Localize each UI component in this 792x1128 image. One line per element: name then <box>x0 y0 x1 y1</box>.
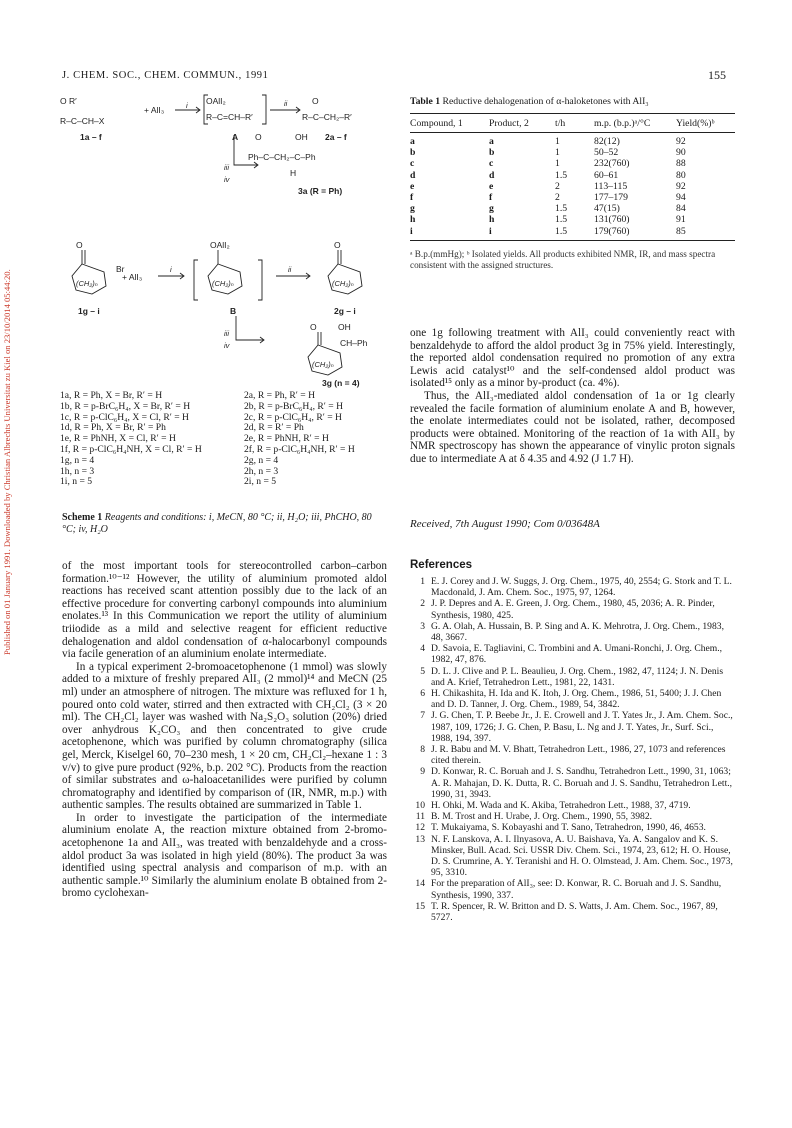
reference-number: 9 <box>420 766 425 778</box>
label-1a-f: 1a – f <box>80 132 102 142</box>
table-cell: 2 <box>555 192 560 204</box>
table-cell: f <box>410 192 414 204</box>
table-cell: g <box>489 203 494 215</box>
table-cell: g <box>410 203 415 215</box>
compound-1: 1i, n = 5 <box>60 476 93 488</box>
reference-number: 11 <box>415 811 425 823</box>
compound-2: 2b, R = p-BrC₆H₄, R′ = H <box>244 400 344 412</box>
table-header: Compound, 1 <box>410 118 463 129</box>
compound-1: 1d, R = Ph, X = Br, R′ = Ph <box>60 422 166 434</box>
svg-text:ii: ii <box>284 99 288 108</box>
svg-text:iv: iv <box>224 341 230 350</box>
compound-1: 1h, n = 3 <box>60 465 95 477</box>
references-title: References <box>410 559 473 571</box>
label-1g-i: 1g – i <box>78 306 100 316</box>
table-cell: e <box>489 180 494 192</box>
reference-item <box>410 834 735 879</box>
reference-number: 12 <box>415 822 425 834</box>
compound-1: 1e, R = PhNH, X = Cl, R′ = H <box>60 433 176 445</box>
table-cell: 88 <box>676 158 686 170</box>
results-table <box>410 96 735 271</box>
table-row <box>410 181 735 192</box>
journal-header: J. CHEM. SOC., CHEM. COMMUN., 1991 <box>62 70 269 81</box>
left-body <box>62 560 387 900</box>
paragraph: one 1g following treatment with AlI₃ could conveniently react with benzaldehyde to afford the aldol product 3g in 75% yield. Interestingly, the reported aldol condensation required no promotion of any extra Lewis acid catalyst¹⁰ and the self-condensed aldol product was isolated¹⁵ only as a minor by-product (ca. 4%). <box>410 327 735 390</box>
compound-2: 2d, R = R′ = Ph <box>244 422 304 434</box>
page-number: 155 <box>708 68 726 82</box>
table-cell: 91 <box>676 214 686 226</box>
table-cell: 84 <box>676 203 686 215</box>
table-cell: d <box>410 169 416 181</box>
table-cell: h <box>489 214 495 226</box>
svg-text:OH: OH <box>295 132 308 142</box>
table-cell: i <box>410 225 413 237</box>
table-header: Yield(%)ᵇ <box>676 118 715 129</box>
compound-2: 2e, R = PhNH, R′ = H <box>244 433 329 445</box>
reference-text: D. L. J. Clive and P. L. Beaulieu, J. Org. Chem., 1982, 47, 1124; J. N. Denis and A. Krief, Tetrahedron Lett., 1981, 22, 1431. <box>431 665 724 688</box>
reference-item <box>410 766 735 800</box>
download-watermark: Published on 01 January 1991. Downloaded by Christian Albrechts Universitat zu Kiel on 23/10/2014 05:44:20. <box>2 269 12 655</box>
table-cell: 82(12) <box>594 136 620 147</box>
svg-text:i: i <box>186 101 188 110</box>
svg-text:ii: ii <box>288 265 292 274</box>
reference-item <box>410 811 735 822</box>
svg-text:iv: iv <box>224 175 230 184</box>
table-cell: 92 <box>676 136 686 147</box>
compound-list <box>60 391 395 488</box>
reference-text: E. J. Corey and J. W. Suggs, J. Org. Chem., 1975, 40, 2554; G. Stork and T. L. Macdonald, J. Am. Chem. Soc., 1975, 97, 1264. <box>431 576 732 599</box>
reference-number: 5 <box>420 665 425 677</box>
table-row <box>410 158 735 169</box>
compound-2: 2i, n = 5 <box>244 476 277 488</box>
table-title: Table 1 <box>410 96 441 107</box>
table-cell: 94 <box>676 192 686 204</box>
svg-text:iii: iii <box>224 163 229 172</box>
svg-text:O: O <box>312 96 319 106</box>
paragraph: In a typical experiment 2-bromoacetophenone (1 mmol) was slowly added to a mixture of freshly prepared AlI₃ (2 mmol)¹⁴ and MeCN (25 ml) under an atmosphere of nitrogen. The mixture was refluxed for 1 h, poured onto cold water, stirred and then extracted with CH₂Cl₂ (3 × 20 ml). The CH₂Cl₂ layer was washed with Na₂S₂O₃ solution (20%) dried over anhydrous K₂CO₃ and then concentrated to give crude acetophenone, which was purified by column chromatography (silica gel, Merck, Kiselgel 60, 70–230 mesh, 1 × 20 cm, CH₂Cl₂–hexane 1 : 3 v/v) to give pure product (92%, b.p. 202 °C). Products from the reaction of similar substrates and ω-haloacetanilides were purified by column chromatography and identified by comparison of (IR, NMR, m.p.) with authentic samples. The results obtained are summarized in Table 1. <box>62 660 387 812</box>
reference-item <box>410 576 735 598</box>
table-caption: Reductive dehalogenation of α-haloketones with AlI₃ <box>442 96 649 107</box>
svg-text:O: O <box>310 322 317 332</box>
table-cell: 50–52 <box>594 147 619 159</box>
table-cell: 232(760) <box>594 158 630 170</box>
compound-1: 1f, R = p-ClC₆H₄NH, X = Cl, R′ = H <box>60 443 202 455</box>
table-cell: h <box>410 214 416 226</box>
compound-2: 2a, R = Ph, R′ = H <box>244 390 316 401</box>
label-2a-f: 2a – f <box>325 132 347 142</box>
reference-number: 8 <box>420 744 425 756</box>
svg-text:CH–Ph: CH–Ph <box>340 338 368 348</box>
reference-item <box>410 901 735 923</box>
svg-text:+ AlI₃: + AlI₃ <box>144 105 165 115</box>
svg-text:OAlI₂: OAlI₂ <box>210 240 230 250</box>
label-3g: 3g (n = 4) <box>322 378 360 388</box>
table-cell: 1.5 <box>555 169 568 181</box>
references-list <box>410 576 735 923</box>
table-cell: 1.5 <box>555 214 568 226</box>
table-row <box>410 226 735 237</box>
svg-text:O R′: O R′ <box>60 96 77 106</box>
label-A: A <box>232 132 239 142</box>
reference-text: H. Chikashita, H. Ida and K. Itoh, J. Org. Chem., 1986, 51, 5400; J. J. Chen and D. D. Tanner, J. Org. Chem., 1989, 54, 3842. <box>431 688 722 711</box>
label-3a: 3a (R = Ph) <box>298 186 343 196</box>
table-cell: c <box>410 158 415 170</box>
svg-text:Br: Br <box>116 264 125 274</box>
reference-number: 15 <box>415 900 425 912</box>
table-row <box>410 203 735 214</box>
table-header: m.p. (b.p.)ᵃ/°C <box>594 118 651 129</box>
table-cell: c <box>489 158 494 170</box>
reference-number: 3 <box>420 620 425 632</box>
reference-text: T. Mukaiyama, S. Kobayashi and T. Sano, Tetrahedron, 1990, 46, 4653. <box>431 822 706 834</box>
svg-text:+ AlI₃: + AlI₃ <box>122 272 143 282</box>
svg-text:(CH₂)ₙ: (CH₂)ₙ <box>76 279 98 288</box>
received-date: Received, 7th August 1990; Com 0/03648A <box>410 518 600 530</box>
reference-text: J. P. Depres and A. E. Green, J. Org. Chem., 1980, 45, 2036; A. R. Pinder, Synthesis, 1980, 425. <box>431 598 715 621</box>
compound-2: 2g, n = 4 <box>244 454 279 466</box>
table-cell: 1 <box>555 158 560 170</box>
table-cell: i <box>489 225 492 237</box>
paragraph: Thus, the AlI₃-mediated aldol condensation of 1a or 1g clearly revealed the facile formation of aluminium enolate A and B, however, the enolate intermediates could not be isolated, rather, decomposed products were obtained. Monitoring of the reaction of 1a with AlI₃ by NMR spectroscopy has shown the appearance of vinylic proton signals due to intermediate A at δ 4.35 and 4.92 (J 1.7 H). <box>410 389 735 465</box>
table-cell: 60–61 <box>594 169 619 181</box>
svg-text:O: O <box>76 240 83 250</box>
compound-2: 2h, n = 3 <box>244 465 279 477</box>
table-cell: 2 <box>555 180 560 192</box>
table-cell: 177–179 <box>594 192 628 204</box>
compound-1: 1g, n = 4 <box>60 454 95 466</box>
table-footnote: ᵃ B.p.(mmHg); ᵇ Isolated yields. All products exhibited NMR, IR, and mass spectra consistent with the assigned structures. <box>410 248 716 270</box>
reference-number: 4 <box>420 643 425 655</box>
label-B: B <box>230 306 237 316</box>
paragraph: In order to investigate the participation of the intermediate aluminium enolate A, the reaction mixture obtained from 2-bromo-acetophenone 1a and AlI₃, was treated with benzaldehyde and a cross-aldol product 3a was isolated in high yield (80%). The product 3a was identified using spectral analysis and comparison of m.p. with an authentic sample.¹⁰ Similarly the aluminium enolate B obtained from 2-bromo cyclohexan- <box>62 811 387 900</box>
table-row <box>410 147 735 158</box>
compound-1: 1a, R = Ph, X = Br, R′ = H <box>60 390 163 401</box>
table-header: t/h <box>555 118 566 129</box>
svg-text:R–C=CH–R′: R–C=CH–R′ <box>206 112 253 122</box>
table-cell: 113–115 <box>594 180 628 192</box>
reference-text: J. R. Babu and M. V. Bhatt, Tetrahedron Lett., 1986, 27, 1073 and references cited therein. <box>431 744 726 767</box>
reference-number: 6 <box>420 688 425 700</box>
reference-number: 1 <box>420 576 425 587</box>
svg-text:OAlI₂: OAlI₂ <box>206 96 226 106</box>
table-body <box>410 133 735 241</box>
svg-text:(CH₂)ₙ: (CH₂)ₙ <box>212 279 234 288</box>
scheme-caption-text: Reagents and conditions: i, MeCN, 80 °C; ii, H₂O; iii, PhCHO, 80 °C; iv, H₂O <box>62 512 372 535</box>
svg-text:O: O <box>334 240 341 250</box>
reference-item <box>410 822 735 833</box>
scheme-caption-title: Scheme 1 <box>62 512 103 523</box>
reference-number: 7 <box>420 710 425 722</box>
reaction-scheme <box>60 90 390 390</box>
svg-text:(CH₂)ₙ: (CH₂)ₙ <box>312 360 334 369</box>
compound-2: 2c, R = p-ClC₆H₄, R′ = H <box>244 411 342 423</box>
table-cell: b <box>410 147 416 159</box>
table-cell: 80 <box>676 169 686 181</box>
svg-text:i: i <box>170 265 172 274</box>
reference-text: D. Konwar, R. C. Boruah and J. S. Sandhu, Tetrahedron Lett., 1990, 31, 1063; A. R. Mahajan, D. K. Dutta, R. C. Boruah and J. S. Sandhu, Tetrahedron Lett., 1990, 31, 3943. <box>431 766 733 800</box>
table-cell: 47(15) <box>594 203 620 215</box>
right-body <box>410 327 735 466</box>
scheme-caption <box>62 512 387 536</box>
table-cell: 1.5 <box>555 225 568 237</box>
compound-1: 1c, R = p-ClC₆H₄, X = Cl, R′ = H <box>60 411 189 423</box>
table-row <box>410 192 735 203</box>
svg-text:(CH₂)ₙ: (CH₂)ₙ <box>332 279 354 288</box>
label-2g-i: 2g – i <box>334 306 356 316</box>
table-header: Product, 2 <box>489 118 529 129</box>
svg-text:OH: OH <box>338 322 351 332</box>
table-cell: a <box>489 136 494 147</box>
reference-text: T. R. Spencer, R. W. Britton and D. S. Watts, J. Am. Chem. Soc., 1967, 89, 5727. <box>431 900 718 924</box>
svg-text:H: H <box>290 168 297 178</box>
reference-item <box>410 666 735 688</box>
compound-2: 2f, R = p-ClC₆H₄NH, R′ = H <box>244 443 355 455</box>
table-cell: e <box>410 180 415 192</box>
reference-item <box>410 744 735 766</box>
reference-item <box>410 800 735 811</box>
table-row <box>410 170 735 181</box>
table-row <box>410 214 735 225</box>
reference-text: H. Ohki, M. Wada and K. Akiba, Tetrahedron Lett., 1988, 37, 4719. <box>431 800 691 812</box>
reference-number: 2 <box>420 598 425 610</box>
table-cell: 179(760) <box>594 225 630 237</box>
svg-text:R–C–CH₂–R′: R–C–CH₂–R′ <box>302 112 352 122</box>
reference-text: J. G. Chen, T. P. Beebe Jr., J. E. Crowell and J. T. Yates Jr., J. Am. Chem. Soc., 1987, 109, 1726; J. G. Chen, P. Basu, L. Ng and J. T. Yates, Jr., Surf. Sci., 1988, 194, 397. <box>431 710 733 744</box>
reference-item <box>410 621 735 643</box>
reference-item <box>410 688 735 710</box>
svg-text:R–C–CH–X: R–C–CH–X <box>60 116 105 126</box>
table-cell: 85 <box>676 225 686 237</box>
table-cell: 90 <box>676 147 686 159</box>
svg-text:iii: iii <box>224 329 229 338</box>
table-cell: 131(760) <box>594 214 630 226</box>
reference-text: D. Savoia, E. Tagliavini, C. Trombini and A. Umani-Ronchi, J. Org. Chem., 1982, 47, 876. <box>431 643 723 666</box>
table-cell: b <box>489 147 495 159</box>
table-cell: 92 <box>676 180 686 192</box>
table-cell: 1 <box>555 136 560 147</box>
reference-text: N. F. Lanskova, A. I. Ilnyasova, A. U. Baishava, Ya. A. Sangalov and K. S. Minsker, Bull. Acad. Sci. USSR Div. Chem. Sci., 1974, 23, 612; H. O. House, D. S. Crumrine, A. Y. Teranishi and H. O. Olmstead, J. Am. Chem. Soc., 1973, 95, 3310. <box>431 833 733 879</box>
svg-text:Ph–C–CH₂–C–Ph: Ph–C–CH₂–C–Ph <box>248 152 316 162</box>
table-cell: f <box>489 192 493 204</box>
reference-item <box>410 878 735 900</box>
table-cell: d <box>489 169 495 181</box>
paragraph: of the most important tools for stereocontrolled carbon–carbon formation.¹⁰⁻¹² However, the utility of aluminium promoted aldol reactions has received scant attention possibly due to the lack of an effective procedure for converting carbonyl compounds into aluminium enolates.¹³ In this Communication we report the utility of aluminium triiodide as a mild and selective reagent for efficient reductive dehalogenation and aldol condensation of α-halocarbonyl compounds via facile generation of an aluminium enolate intermediate. <box>62 560 387 661</box>
svg-text:O: O <box>255 132 262 142</box>
compound-1: 1b, R = p-BrC₆H₄, X = Br, R′ = H <box>60 400 191 412</box>
reference-number: 13 <box>415 833 425 845</box>
reference-number: 10 <box>415 800 425 812</box>
reference-text: For the preparation of AlI₃, see: D. Konwar, R. C. Boruah and J. S. Sandhu, Synthesis, 1990, 337. <box>431 878 722 901</box>
table-cell: a <box>410 136 415 147</box>
table-cell: 1 <box>555 147 560 159</box>
reference-item <box>410 643 735 665</box>
reference-number: 14 <box>415 878 425 890</box>
table-cell: 1.5 <box>555 203 568 215</box>
reference-item <box>410 710 735 744</box>
reference-text: G. A. Olah, A. Hussain, B. P. Sing and A. K. Mehrotra, J. Org. Chem., 1983, 48, 3667. <box>431 620 724 644</box>
reference-item <box>410 598 735 620</box>
reference-text: B. M. Trost and H. Urabe, J. Org. Chem., 1990, 55, 3982. <box>431 811 653 823</box>
table-row <box>410 136 735 147</box>
